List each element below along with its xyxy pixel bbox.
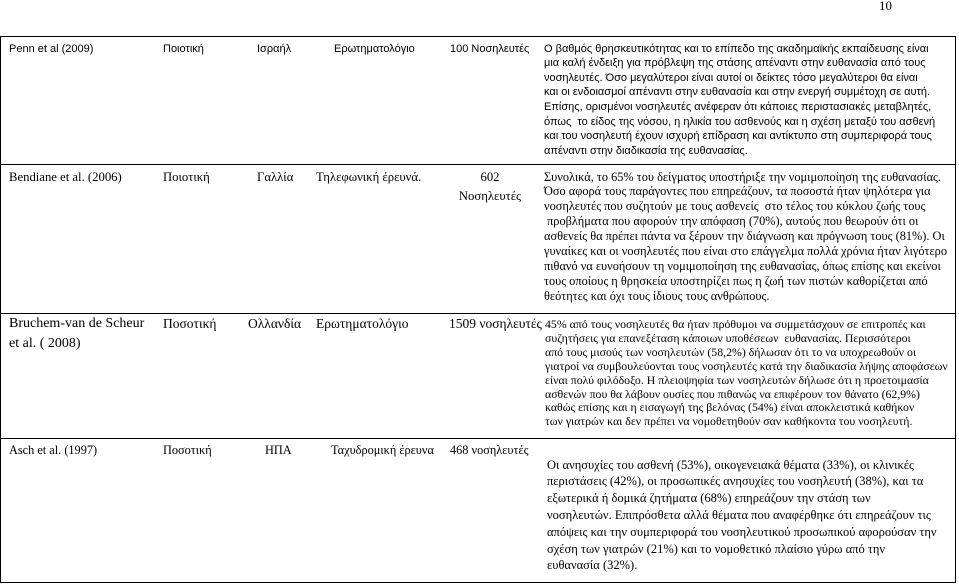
author-cell	[9, 42, 155, 57]
table-rule-bottom	[0, 582, 956, 583]
page-number: 10	[879, 0, 892, 13]
country: Γαλλία	[257, 169, 294, 184]
country-cell	[248, 316, 312, 332]
results-line: είναι πολύ φιλόδοξο. Η πλειοψηφία των νοσηλευτών δήλωσε ότι η προετοιμασία	[545, 372, 929, 387]
sample-cell	[450, 442, 542, 458]
results-cell	[544, 170, 952, 304]
results-line: Επίσης, ορισμένοι νοσηλευτές ανέφεραν ότι κάποιες περιστασιακές μεταβλητές,	[544, 101, 932, 114]
results-line: 45% από τους νοσηλευτές θα ήταν πρόθυμοι να συμμετάσχουν σε επιτροπές και	[545, 317, 926, 331]
study-type: Ποσοτική	[163, 316, 217, 331]
results-line: γιατροί να συμβουλεύονται τους νοσηλευτές κατά την διαδικασία λήψης αποφάσεων	[545, 358, 948, 373]
table-row	[0, 438, 956, 582]
sample-size: 468 νοσηλευτές	[450, 443, 529, 457]
study-type-cell	[163, 170, 252, 185]
results-line: καθώς επίσης και η εισαγωγή της βελόνας (54%) είναι αποκλειστικά καθήκον	[545, 400, 915, 415]
results-line: από τους μισούς των νοσηλευτών (58,2%) δήλωσαν ότι το να υποχρεωθούν οι	[545, 344, 917, 359]
results-line: απόψεις και την συμπεριφορά του νοσηλευτικού προσωπικού αφορούσαν την	[547, 524, 937, 539]
results-line: ασθενείς θα πρέπει πάντα να ξέρουν την διάγνωση και πρόγνωση τους (81%). Οι	[544, 229, 945, 244]
results-line: απέναντι στην διαδικασία της ευθανασίας.	[544, 144, 748, 157]
country: Ισραήλ	[257, 42, 292, 55]
study-type: Ποιοτική	[163, 42, 204, 55]
results-line: γυναίκες και οι νοσηλευτές που είναι στο επάγγελμα πολλά χρόνια ήταν λιγότερο	[544, 244, 947, 259]
country-cell	[257, 42, 328, 57]
results-line: περιστάσεις (42%), οι προσωπικές ανησυχίες του νοσηλευτή (38%), και τα	[547, 474, 924, 489]
author-name: Asch et al. (1997)	[9, 443, 98, 457]
results-line: και οι ενδοιασμοί απέναντι στην ευθανασία και στην ενεργή συμμέτοχη σε αυτή.	[544, 86, 931, 99]
method-cell	[316, 316, 444, 332]
method: Τηλεφωνική έρευνά.	[316, 169, 422, 184]
method: Ερωτηματολόγιο	[316, 316, 409, 331]
author-name: Bendiane et al. (2006)	[9, 169, 122, 184]
results-line: Όσο αφορά τους παράγοντες που επηρεάζουν, τα ποσοστά ήταν ψηλότερα για	[544, 184, 931, 199]
study-type: Ποιοτική	[163, 169, 210, 184]
sample-cell	[440, 168, 540, 206]
author-cell	[9, 314, 158, 354]
results-line: προβλήματα που αφορούν την απόφαση (70%), αυτούς που θεωρούν ότι οι	[544, 214, 919, 229]
author-cell	[9, 442, 158, 458]
results-line: Συνολικά, το 65% του δείγματος υποστήριξε την νομιμοποίηση της ευθανασίας.	[544, 169, 941, 184]
results-line: ασθενών που θα λάβουν ουσίες που πιθανώς να επιφέρουν τον θάνατο (62,9%)	[545, 386, 920, 401]
sample-size: 100 Νοσηλευτές	[450, 42, 530, 55]
method: Ταχυδρομική έρευνα	[331, 443, 434, 457]
table-row	[0, 36, 956, 164]
results-line: σχέση των γιατρών (21%) και το νομοθετικό πλαίσιο γύρω από την	[547, 541, 886, 556]
results-line: πιθανό να ευνοήσουν τη νομιμοποίηση της ευθανασίας, όπως επίσης και εκείνοι	[544, 258, 941, 273]
results-line: μια καλή ένδειξη για πρόβλεψη της στάσης απέναντι στην ευθανασία από τους	[544, 57, 926, 70]
author-name: Penn et al (2009)	[9, 42, 94, 55]
method-cell	[334, 42, 445, 57]
study-type-cell	[163, 316, 244, 332]
study-type-cell	[163, 442, 260, 458]
method-cell	[331, 442, 446, 458]
results-line: τους οποίους η θρησκεία υποστηρίζει πως η ζωή των πιστών καθορίζεται από	[544, 273, 928, 288]
results-line: και του νοσηλευτή έχουν ισχυρή επίδραση και αντίκτυπο στη συμπεριφορά τους	[544, 130, 932, 143]
results-line: εξωτερικά ή δομικά ζητήματα (68%) επηρεάζουν την στάση των	[547, 491, 871, 506]
table-row	[0, 313, 956, 438]
country: ΗΠΑ	[265, 443, 292, 457]
results-line: Οι ανησυχίες του ασθενή (53%), οικογενειακά θέματα (33%), οι κλινικές	[547, 457, 914, 472]
study-type-cell	[163, 42, 250, 57]
author-cell	[9, 170, 158, 185]
results-line: ευθανασία (32%).	[547, 558, 638, 573]
results-line: συζητήσεις για επανεξέταση κάποιων υποθέσεων ευθανασίας. Περισσότεροι	[545, 330, 911, 345]
results-cell	[544, 42, 952, 159]
results-line: όπως το είδος της νόσου, η ηλικία του ασθενούς και η σχέση μεταξύ του ασθενή	[544, 115, 936, 128]
author-name: Bruchem-van de Scheur	[9, 316, 145, 331]
results-line: νοσηλευτές που συζητούν με τους ασθενείς στο τέλος του κύκλου ζωής τους	[544, 199, 926, 214]
study-type: Ποσοτική	[163, 443, 212, 457]
author-name: et al. ( 2008)	[9, 336, 81, 351]
sample-cell	[450, 42, 540, 57]
sample-cell	[449, 316, 542, 332]
sample-size: 1509 νοσηλευτές	[449, 316, 542, 331]
country-cell	[265, 442, 326, 458]
results-line: θεότητες και όχι τους ίδιους τους ανθρώπους.	[544, 288, 770, 303]
country: Ολλανδία	[248, 316, 302, 331]
table-row	[0, 164, 956, 313]
sample-unit: Νοσηλευτές	[458, 188, 522, 203]
sample-size: 602	[480, 169, 500, 184]
results-cell	[545, 318, 952, 429]
method-cell	[316, 170, 438, 185]
results-line: των γιατρών και δεν πρέπει να νομοθετηθούν σαν καθήκοντα του νοσηλευτή.	[545, 414, 913, 429]
country-cell	[257, 170, 312, 185]
results-line: Ο βαθμός θρησκευτικότητας και το επίπεδο της ακαδημαϊκής εκπαίδευσης είναι	[544, 42, 929, 55]
results-line: νοσηλευτές. Όσο μεγαλύτεροι είναι αυτοί οι δείκτες τόσο μεγαλύτεροι θα είναι	[544, 71, 918, 84]
method: Ερωτηματολόγιο	[334, 42, 415, 55]
results-line: νοσηλευτών. Επιπρόσθετα αλλά θέματα που αναφέρθηκε ότι επηρεάζουν τις	[547, 507, 931, 522]
results-cell	[547, 457, 952, 575]
